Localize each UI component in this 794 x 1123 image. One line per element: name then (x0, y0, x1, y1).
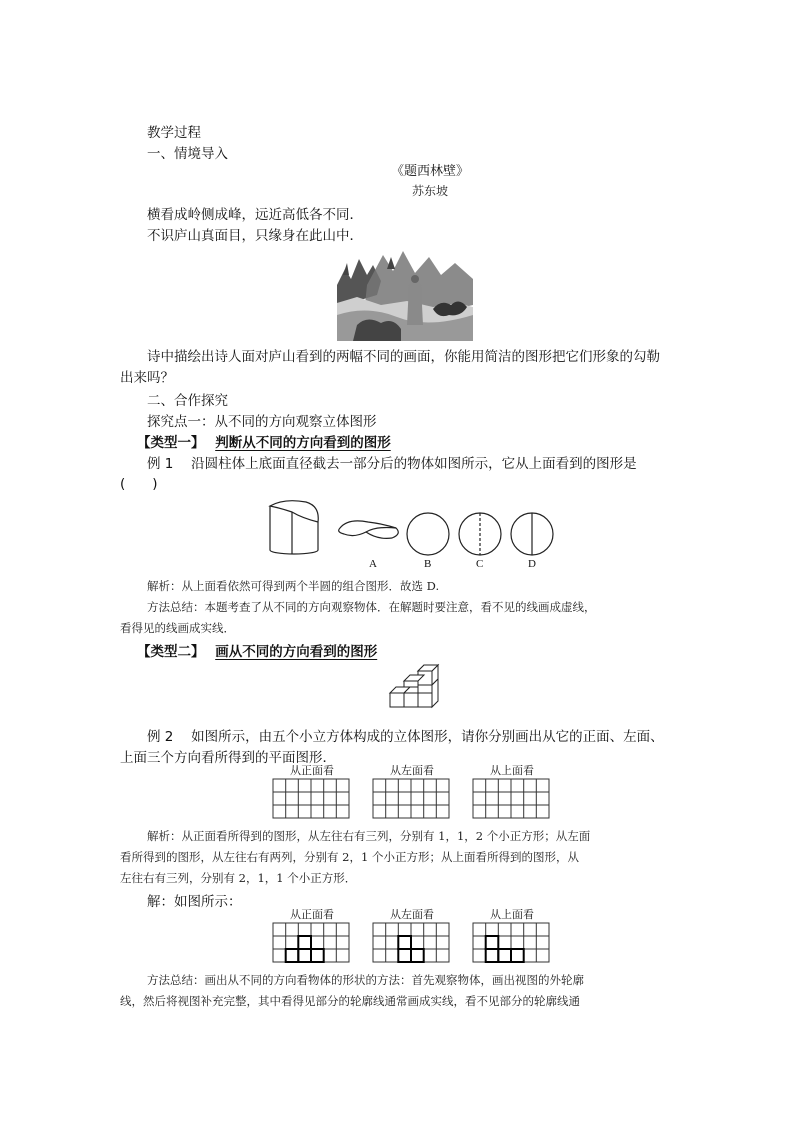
five-cubes-figure (378, 663, 442, 711)
type-1-title: 判断从不同的方向看到的图形 (215, 435, 391, 451)
method-summary-2-line-2: 线，然后将视图补充完整，其中看得见部分的轮廓线通常画成实线，看不见部分的轮廓线通 (120, 994, 580, 1008)
blank-grid-left (372, 778, 452, 820)
option-a-shape (339, 521, 399, 539)
answer-grid-label-left: 从左面看 (390, 908, 434, 921)
analysis-1: 解析：从上面看依然可得到两个半圆的组合图形．故选 D. (147, 579, 440, 593)
analysis-2-line-1: 解析：从正面看所得到的图形，从左往右有三列，分别有 1，1，2 个小正方形；从左面 (147, 829, 591, 843)
type-2-tag: 【类型二】 (137, 644, 205, 660)
method-summary-2-line-1: 方法总结：画出从不同的方向看物体的形状的方法：首先观察物体，画出视图的外轮廓 (147, 973, 584, 987)
analysis-2-line-3: 左往右有三列，分别有 2，1，1 个小正方形． (120, 871, 357, 885)
option-label-b: B (424, 558, 432, 570)
method-summary-1-line-1: 方法总结：本题考查了从不同的方向观察物体．在解题时要注意，看不见的线画成虚线， (147, 600, 596, 614)
example-1-figure (262, 494, 562, 558)
type-2-heading (137, 640, 377, 660)
type-2-title: 画从不同的方向看到的图形 (215, 644, 378, 660)
example-2-line-2: 上面三个方向看所得到的平面图形． (120, 750, 336, 766)
option-b-circle (407, 513, 449, 555)
question-line-2: 出来吗？ (120, 370, 174, 386)
answer-grid-label-front: 从正面看 (290, 908, 334, 921)
poem-author: 苏东坡 (411, 184, 448, 198)
top-view-outline (486, 936, 524, 962)
answer-grid-front (272, 922, 352, 964)
answer-grid-top (472, 922, 552, 964)
poem-line-1: 横看成岭侧成峰，远近高低各不同． (147, 207, 363, 223)
poem-title: 《题西林壁》 (390, 164, 469, 179)
option-label-a: A (369, 558, 377, 570)
question-line-1: 诗中描绘出诗人面对庐山看到的两幅不同的画面，你能用简洁的图形把它们形象的勾勒 (147, 349, 660, 365)
example-2-line-1: 例 2 如图所示，由五个小立方体构成的立体图形，请你分别画出从它的正面、左面、 (147, 729, 664, 745)
option-label-d: D (528, 558, 536, 570)
example-1-line-1: 例 1 沿圆柱体上底面直径截去一部分后的物体如图所示，它从上面看到的图形是 (147, 456, 637, 472)
explore-point-1: 探究点一：从不同的方向观察立体图形 (147, 414, 377, 430)
method-summary-1-line-2: 看得见的线画成实线． (120, 621, 235, 635)
landscape-painting-image (337, 245, 473, 341)
heading: 教学过程 (147, 125, 201, 141)
analysis-2-line-2: 看所得到的图形，从左往右有两列，分别有 2，1 个小正方形；从上面看所得到的图形，从 (120, 850, 579, 864)
blank-grid-label-left: 从左面看 (390, 764, 434, 777)
poem-line-2: 不识庐山真面目，只缘身在此山中． (147, 228, 363, 244)
cut-cylinder-top (270, 501, 318, 522)
solution-label: 解：如图所示： (147, 894, 242, 910)
blank-grid-top (472, 778, 552, 820)
type-1-heading (137, 431, 391, 451)
blank-grid-front (272, 778, 352, 820)
front-view-outline (286, 936, 324, 962)
option-label-c: C (476, 558, 484, 570)
answer-grid-label-top: 从上面看 (490, 908, 534, 921)
type-1-tag: 【类型一】 (137, 435, 205, 451)
left-view-outline (398, 936, 423, 962)
section-title-2: 二、合作探究 (147, 393, 228, 409)
answer-grid-left (372, 922, 452, 964)
example-1-line-2: ( ) (120, 476, 158, 492)
blank-grid-label-top: 从上面看 (490, 764, 534, 777)
section-title-1: 一、情境导入 (147, 146, 228, 162)
blank-grid-label-front: 从正面看 (290, 764, 334, 777)
